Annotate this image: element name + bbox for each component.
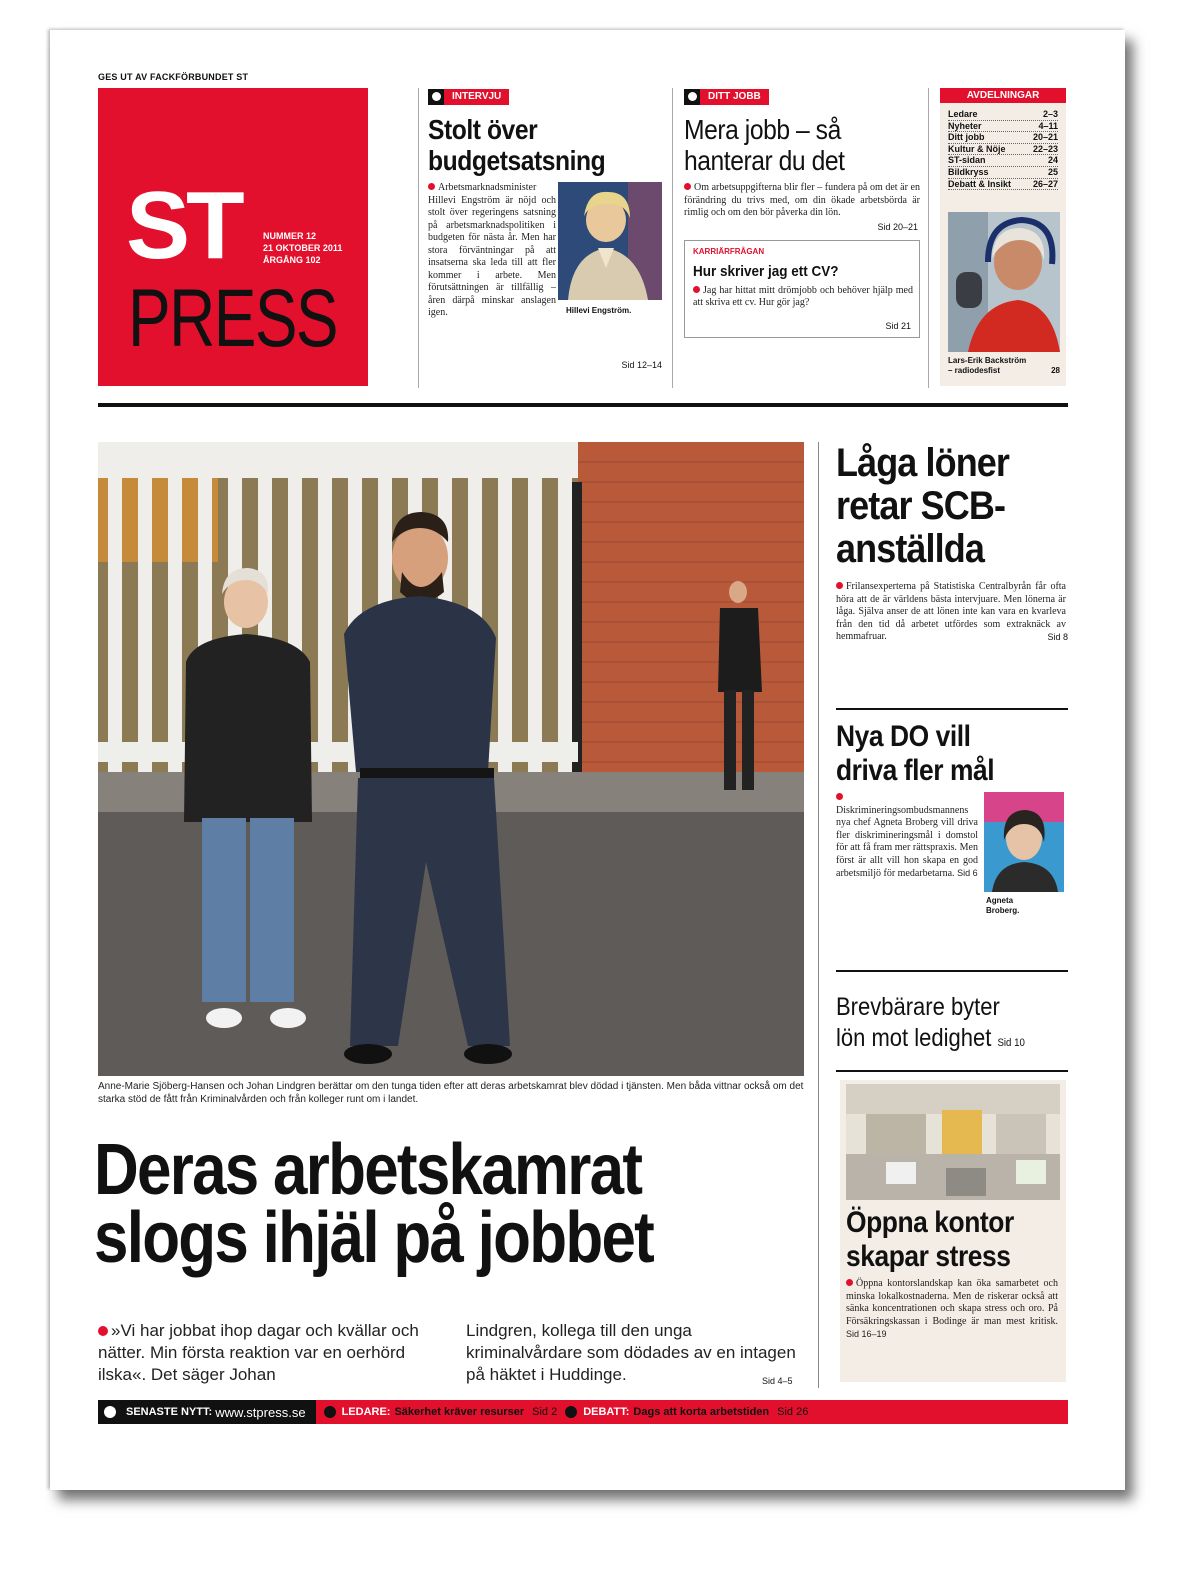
section-item[interactable]: Ledare 2–3 <box>948 109 1058 119</box>
career-headline: Hur skriver jag ett CV? <box>693 262 839 280</box>
publisher-line: GES UT AV FACKFÖRBUNDET ST <box>98 72 249 82</box>
career-kicker: KARRIÄRFRÅGAN <box>693 246 765 256</box>
main-lead-2: Lindgren, kollega till den unga kriminalvårdare som dödades av en intagen på häktet i Huddinge. <box>466 1321 796 1384</box>
latest-news[interactable]: SENASTE NYTT: www.stpress.se <box>98 1400 316 1424</box>
section-item[interactable]: Ditt jobb 20–21 <box>948 132 1058 143</box>
sections-box <box>940 88 1066 386</box>
section-item[interactable]: Kultur & Nöje 22–23 <box>948 143 1058 154</box>
job-kicker: DITT JOBB <box>684 89 769 105</box>
side-story-scb-page-ref: Sid 8 <box>1047 631 1068 642</box>
sections-title: AVDELNINGAR <box>940 88 1066 103</box>
side-story-scb[interactable] <box>836 442 1068 642</box>
interview-kicker: INTERVJU <box>428 89 509 105</box>
side-story-do-headline: Nya DO vill driva fler mål <box>836 720 995 787</box>
section-item[interactable]: Debatt & Insikt 26–27 <box>948 178 1058 189</box>
section-item[interactable]: ST-sidan 24 <box>948 155 1058 166</box>
logo-st: ST <box>126 172 241 279</box>
section-item[interactable]: Bildkryss 25 <box>948 166 1058 177</box>
issue-year: ÅRGÅNG 102 <box>263 255 321 265</box>
job-body: Om arbetsuppgifterna blir fler – fundera på om det är en förändring du trivs med, om din ökade arbetsbörda är rimlig och om den bör påverka din lön. <box>684 182 920 218</box>
job-page-ref: Sid 20–21 <box>877 221 918 232</box>
side-story-scb-body: Frilansexperterna på Statistiska Centralbyrån får ofta höra att de är världens bästa intervjuare. Men lönerna är låga. Själva anser de att lönen inte kan vara en kvarleva från den tid då arbetet utfördes som extraknäck av hemmafruar. <box>836 581 1066 642</box>
masthead <box>98 88 368 386</box>
job-headline: Mera jobb – så hanterar du det <box>684 114 845 176</box>
footer-bar <box>98 1400 1068 1424</box>
interview-headline: Stolt över budgetsatsning <box>428 114 606 176</box>
side-story-office-photo <box>846 1084 1060 1200</box>
side-story-do-photo <box>984 792 1064 892</box>
footer-debate[interactable]: DEBATT: Dags att korta arbetstiden Sid 26 <box>557 1403 808 1421</box>
divider <box>818 442 819 1388</box>
main-photo-caption: Anne-Marie Sjöberg-Hansen och Johan Lindgren berättar om den tunga tiden efter att deras arbetskamrat blev dödad i tjänsten. Men båda vittnar också om det starka stöd de fått från Kriminalvården och från kolleger runt om i landet. <box>98 1081 804 1105</box>
divider <box>928 88 929 388</box>
divider <box>418 88 419 388</box>
side-story-mail[interactable] <box>836 992 1068 1059</box>
interview-page-ref: Sid 12–14 <box>621 360 662 370</box>
side-rule <box>836 1070 1068 1072</box>
sections-photo <box>948 212 1060 352</box>
interview-teaser[interactable] <box>428 88 666 372</box>
main-photo <box>98 442 804 1076</box>
career-page-ref: Sid 21 <box>885 320 911 331</box>
interview-photo-caption: Hillevi Engström. <box>566 306 632 315</box>
sections-photo-caption: Lars-Erik Backström – radiodesfist 28 <box>948 356 1060 375</box>
interview-photo <box>558 182 662 300</box>
logo-press: PRESS <box>128 273 338 364</box>
side-story-do-body: Diskrimineringsombudsmannens nya chef Agneta Broberg vill driva fler diskrimineringsmål i domstol för att få fram mer rättspraxis. Men först är allt vill hon skapa en god arbetsmiljö för medarbetarna. Sid 6 <box>836 792 978 881</box>
main-page-ref: Sid 4–5 <box>762 1376 793 1386</box>
main-headline[interactable]: Deras arbetskamrat slogs ihjäl på jobbet <box>94 1130 654 1278</box>
career-body: Jag har hittat mitt drömjobb och behöver hjälp med att skriva ett cv. Hur gör jag? <box>693 284 913 308</box>
interview-body: Arbetsmarknadsminister Hillevi Engström är nöjd och stolt över regeringens satsning på arbetsmarknadspolitiken i budgeten för nästa år. Men har stora förväntningar på att insatserna ska leda till att fler kommer i arbete. Men förutsättningen är tillfällig – åren därpå minskar anslagen igen. <box>428 182 556 318</box>
section-item[interactable]: Nyheter 4–11 <box>948 120 1058 131</box>
section-rule <box>98 403 1068 407</box>
issue-number: NUMMER 12 <box>263 231 317 241</box>
job-teaser[interactable] <box>684 88 922 338</box>
side-story-mail-headline: Brevbärare byter lön mot ledighet Sid 10 <box>836 993 1025 1052</box>
newspaper-page <box>50 30 1125 1490</box>
side-story-do-photo-caption: Agneta Broberg. <box>986 896 1020 915</box>
divider <box>672 88 673 388</box>
issue-info <box>263 230 342 266</box>
side-story-office-body: Öppna kontorslandskap kan öka samarbetet och minska lokalkostnaderna. Men de riskerar också att sänka koncentrationen och skapa stress och oro. På Försäkringskassan i Bodinge är man mest kritisk. Sid 16–19 <box>846 1278 1058 1339</box>
side-story-do[interactable] <box>836 720 1068 942</box>
main-lead-1: »Vi har jobbat ihop dagar och kvällar och nätter. Min första reaktion var en oerhörd ilska«. Det säger Johan <box>98 1321 419 1384</box>
side-story-office[interactable] <box>840 1080 1066 1382</box>
issue-date: 21 OKTOBER 2011 <box>263 243 343 253</box>
side-story-office-headline: Öppna kontor skapar stress <box>846 1206 1014 1273</box>
latest-news-url[interactable]: www.stpress.se <box>215 1404 306 1420</box>
career-box[interactable] <box>684 240 920 338</box>
side-rule <box>836 970 1068 972</box>
sections-list <box>940 103 1066 190</box>
side-story-scb-headline: Låga löner retar SCB- anställda <box>836 441 1010 571</box>
side-rule <box>836 708 1068 710</box>
footer-leader[interactable]: LEDARE: Säkerhet kräver resurser Sid 2 <box>316 1403 558 1421</box>
